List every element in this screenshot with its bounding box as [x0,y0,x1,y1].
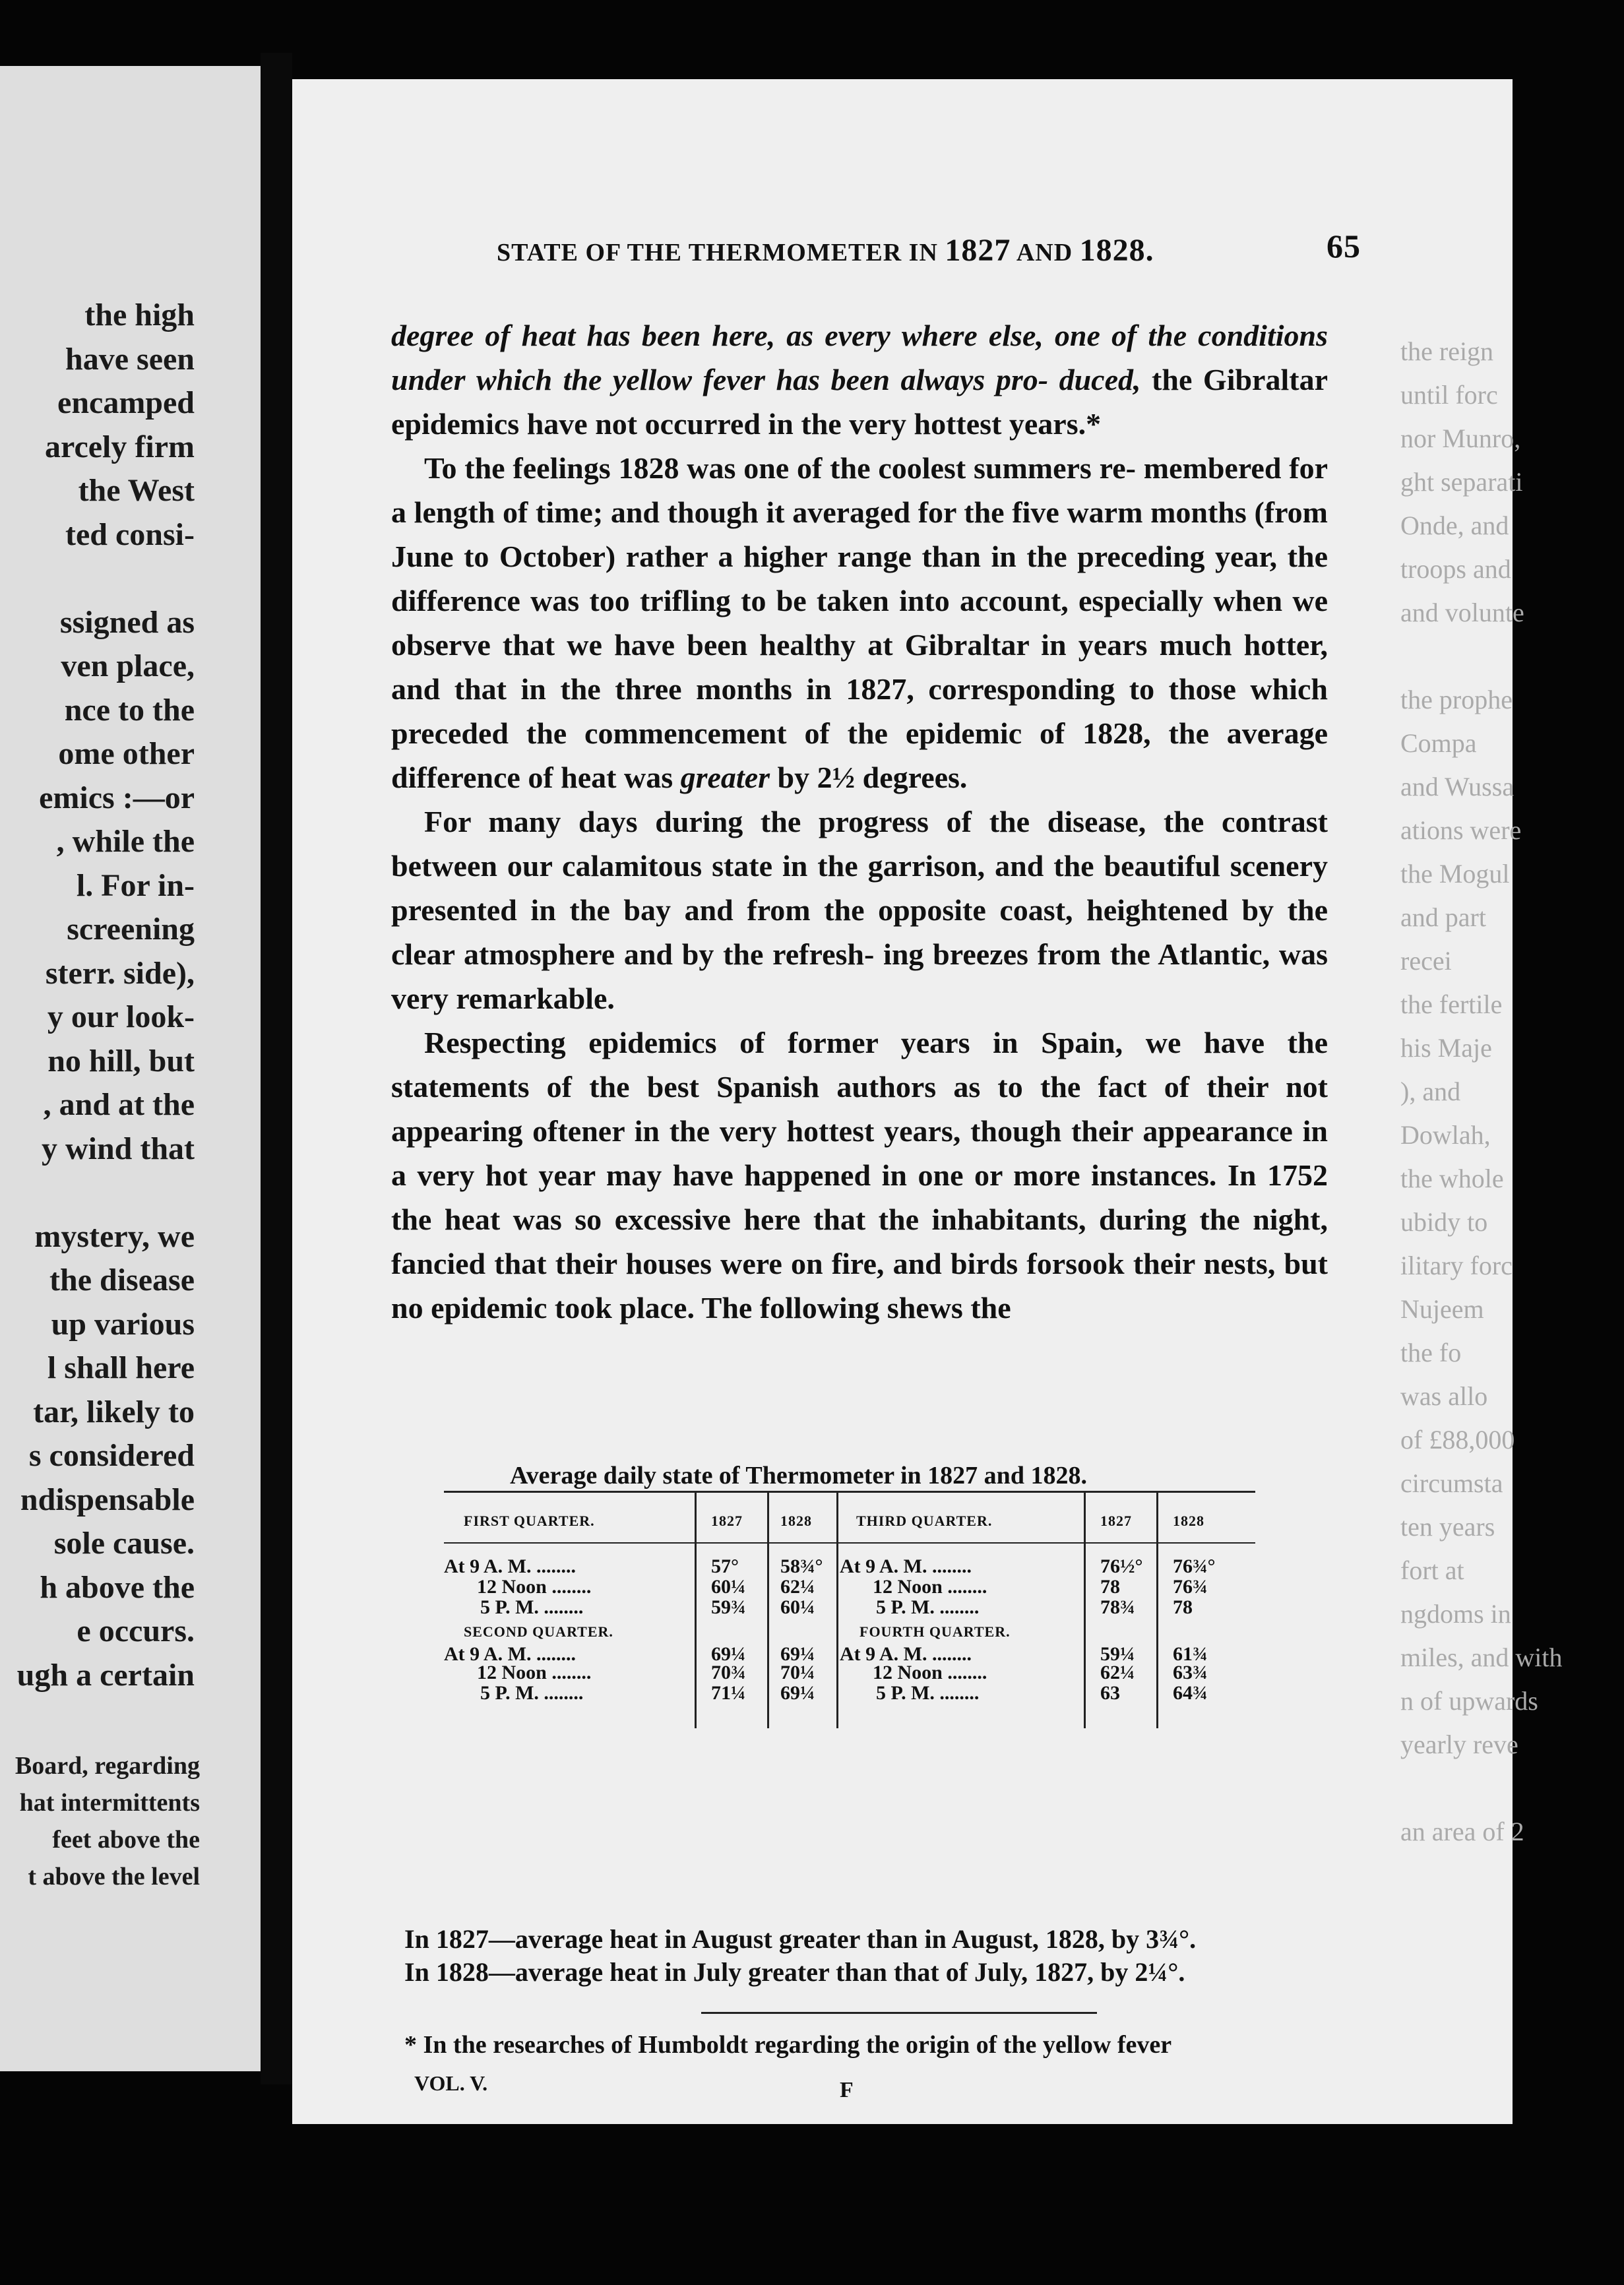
table-caption: Average daily state of Thermometer in 1827 and 1828. [510,1462,1087,1489]
paragraph-4: Respecting epidemics of former years in Spain, we have the statements of the best Spanish authors as to the fact of their not appearing oftener in the very hottest years, though their appearance in a very hot year may have happened in one or more instances. In 1752 the heat was so excessive here that the inhabitants, during the night, fancied that their houses were on fire, and birds forsook their nests, but no epidemic took place. The following shews the [391,1026,1328,1325]
bleed-through-line: ten years [1400,1512,1495,1542]
right-page [292,79,1563,2124]
left-page-line: h above the [40,1569,195,1605]
table-cell: 70¼ [780,1662,815,1683]
row-label: At 9 A. M. ........ [444,1643,576,1665]
paragraph-2-text-b: by 2½ degrees. [770,761,968,794]
table-cell: 78 [1173,1596,1193,1618]
col-1828-header: 1828 [780,1513,812,1529]
paragraph-2-text-a: To the feelings 1828 was one of the coolest summers re- membered for a length of time; and though it averaged for the five warm months (from June to October) rather a higher range than in the preceding year, the difference was too trifling to be taken into account, especially when we observe that we have been healthy at Gibraltar in years much hotter, and that in the three months in 1827, corresponding to those which preceded the commencement of the epidemic of 1828, the average difference of heat was [391,451,1328,794]
table-cell: 76½° [1100,1555,1143,1577]
left-page-line: screening [67,912,195,947]
page-number: 65 [1327,228,1361,265]
table-cell: 59¾ [711,1596,746,1618]
left-page-line: l. For in- [76,867,195,903]
left-page-line: ted consi- [65,516,195,552]
bleed-through-line: ), and [1400,1077,1461,1106]
bleed-through-line: recei [1400,946,1452,976]
table-divider [1084,1493,1086,1684]
row-label: 5 P. M. ........ [876,1682,980,1704]
bleed-through-line: the prophe [1400,685,1513,714]
left-page-line: y wind that [41,1131,195,1166]
bleed-through-line: Dowlah, [1400,1120,1491,1150]
volume-signature: VOL. V. [414,2071,488,2095]
table-cell: 78¾ [1100,1596,1135,1618]
bleed-through-line: ilitary forc [1400,1251,1513,1280]
bleed-through-line: nor Munro, [1400,423,1521,453]
left-page-line: tar, likely to [33,1394,195,1429]
left-page-line: , and at the [43,1087,195,1122]
table-divider [1156,1493,1158,1684]
table-cell: 69¼ [711,1643,746,1665]
left-page-line: s considered [28,1438,195,1473]
left-page-line: emics :—or [39,780,195,815]
bleed-through-line: yearly reve [1400,1730,1518,1759]
table-cell: 71¼ [711,1682,746,1704]
bleed-through-line: until forc [1400,380,1498,410]
bleed-through-line: was allo [1400,1381,1488,1411]
left-page-line: sole cause. [53,1526,195,1561]
bleed-through-line: n of upwards [1400,1686,1538,1716]
thermometer-table [444,1491,1255,1684]
row-label: At 9 A. M. ........ [840,1643,972,1665]
table-cell: 76¾° [1173,1555,1216,1577]
paragraph-1-text: the Gibraltar epidemics have not occurred in the very hottest years.* [391,363,1328,441]
table-cell: 69¼ [780,1682,815,1704]
left-page-line: ndispensable [20,1482,195,1517]
table-cell: 57° [711,1555,739,1577]
left-page-line: ssigned as [59,604,195,640]
header-and: AND [1016,239,1073,266]
bleed-through-text [1400,330,1563,1913]
left-page-footnote-line: Board, regarding [15,1752,200,1780]
left-page-line: the high [84,297,195,332]
table-cell: 62¼ [1100,1662,1135,1683]
second-quarter-header: SECOND QUARTER. [464,1623,613,1640]
bleed-through-line: the fo [1400,1338,1462,1367]
footnote: * In the researches of Humboldt regarding the origin of the yellow fever [404,2031,1172,2059]
bleed-through-line: and part [1400,902,1486,932]
table-cell: 64¾ [1173,1682,1208,1704]
left-page-line: mystery, we [34,1218,195,1254]
bleed-through-line: the Mogul [1400,859,1510,889]
table-cell: 63 [1100,1682,1120,1704]
table-cell: 76¾ [1173,1576,1208,1598]
fourth-quarter-header: FOURTH QUARTER. [859,1623,1011,1640]
left-page-line: sterr. side), [45,955,195,991]
table-divider [767,1682,769,1728]
header-year-1827: 1827 [945,233,1011,268]
bleed-through-line: circumsta [1400,1468,1503,1498]
bleed-through-line: Compa [1400,728,1477,758]
bleed-through-line: miles, and with [1400,1643,1563,1672]
row-label: At 9 A. M. ........ [840,1555,972,1577]
bleed-through-line: ght separati [1400,467,1523,497]
row-label: 12 Noon ........ [477,1576,592,1598]
bleed-through-line: troops and [1400,554,1511,584]
table-cell: 78 [1100,1576,1120,1598]
col-1827-header: 1827 [711,1513,743,1529]
table-divider [836,1682,838,1728]
bleed-through-line: the fertile [1400,989,1503,1019]
col-1827-header: 1827 [1100,1513,1132,1529]
table-divider [836,1493,838,1684]
left-page-line: ven place, [61,648,195,683]
header-title: STATE OF THE THERMOMETER IN [497,239,938,266]
table-divider [1156,1682,1158,1728]
bleed-through-line: an area of 2 [1400,1817,1524,1846]
bleed-through-line: fort at [1400,1555,1464,1585]
table-cell: 60¼ [711,1576,746,1598]
bleed-through-line: ubidy to [1400,1207,1488,1237]
bleed-through-line: and Wussa [1400,772,1515,801]
left-page-line: up various [51,1306,195,1342]
table-cell: 61¾ [1173,1643,1208,1665]
paragraph-3: For many days during the progress of the disease, the contrast between our calamitous state in the garrison, and the beautiful scenery presented in the bay and from the opposite coast, heightened by the clear atmosphere and by the refresh- ing breezes from the Atlantic, was very remarkable. [391,805,1328,1015]
table-cell: 58¾° [780,1555,823,1577]
left-page-line: y our look- [47,999,195,1034]
row-label: At 9 A. M. ........ [444,1555,576,1577]
left-page-line: the disease [49,1263,195,1298]
bleed-through-line: ations were [1400,815,1522,845]
header-year-1828: 1828. [1079,233,1154,268]
left-page-line: nce to the [64,692,195,728]
col-1828-header: 1828 [1173,1513,1204,1529]
table-divider [695,1682,697,1728]
bleed-through-line: the reign [1400,336,1494,366]
gathering-signature: F [840,2078,854,2102]
left-page-footnote-line: feet above the [52,1826,200,1854]
bleed-through-line: his Maje [1400,1033,1492,1063]
summary-1828: In 1828—average heat in July greater than that of July, 1827, by 2¼°. [404,1957,1185,1987]
left-page-line: ugh a certain [16,1657,195,1693]
row-label: 12 Noon ........ [873,1576,987,1598]
summary-notes [404,1923,1196,1989]
table-cell: 62¼ [780,1576,815,1598]
bleed-through-line: and volunte [1400,598,1524,627]
left-page-line: , while the [56,824,195,859]
book-gutter [261,53,292,2084]
table-cell: 60¼ [780,1596,815,1618]
summary-1827: In 1827—average heat in August greater than in August, 1828, by 3¾°. [404,1924,1197,1954]
left-page [0,66,261,2071]
table-cell: 70¾ [711,1662,746,1683]
left-page-line: e occurs. [77,1613,195,1648]
table-divider [767,1493,769,1684]
bleed-through-line: Nujeem [1400,1294,1484,1324]
running-header [497,228,1361,268]
bleed-through-line: of £88,000 [1400,1425,1515,1455]
bleed-through-line: ngdoms in [1400,1599,1511,1629]
table-header-rule [444,1542,1255,1544]
first-quarter-header: FIRST QUARTER. [464,1513,595,1529]
paragraph-1 [391,313,1328,446]
left-page-line: the West [78,473,195,508]
bleed-through-line: Onde, and [1400,511,1509,540]
left-page-line: encamped [57,385,195,420]
table-divider [1084,1682,1086,1728]
row-label: 12 Noon ........ [477,1662,592,1683]
bleed-through-line: the whole [1400,1164,1504,1193]
third-quarter-header: THIRD QUARTER. [856,1513,993,1529]
row-label: 12 Noon ........ [873,1662,987,1683]
left-page-footnote-line: t above the level [28,1863,200,1891]
row-label: 5 P. M. ........ [480,1596,584,1618]
paragraph-2-italic: greater [680,761,770,794]
left-page-line: l shall here [47,1350,195,1385]
bleed-through-line [1400,1767,1513,1810]
bleed-through-line [1400,635,1513,678]
footnote-rule [701,2012,1097,2014]
left-page-line: have seen [65,341,195,377]
paragraph-2 [391,446,1328,799]
left-page-line: no hill, but [47,1043,195,1079]
row-label: 5 P. M. ........ [480,1682,584,1704]
thermometer-table-continued [444,1682,1255,1728]
paragraph-1-italic: degree of heat has been here, as every where else, one of the conditions under which the yellow fever has been always pro- duced, [391,319,1328,396]
row-label: 5 P. M. ........ [876,1596,980,1618]
table-cell: 59¼ [1100,1643,1135,1665]
table-divider [695,1493,697,1684]
left-page-footnote-line: hat intermittents [19,1789,200,1817]
table-cell: 69¼ [780,1643,815,1665]
table-cell: 63¾ [1173,1662,1208,1683]
left-page-line: ome other [58,736,195,771]
body-text [391,313,1328,1330]
left-page-line: arcely firm [45,429,195,464]
